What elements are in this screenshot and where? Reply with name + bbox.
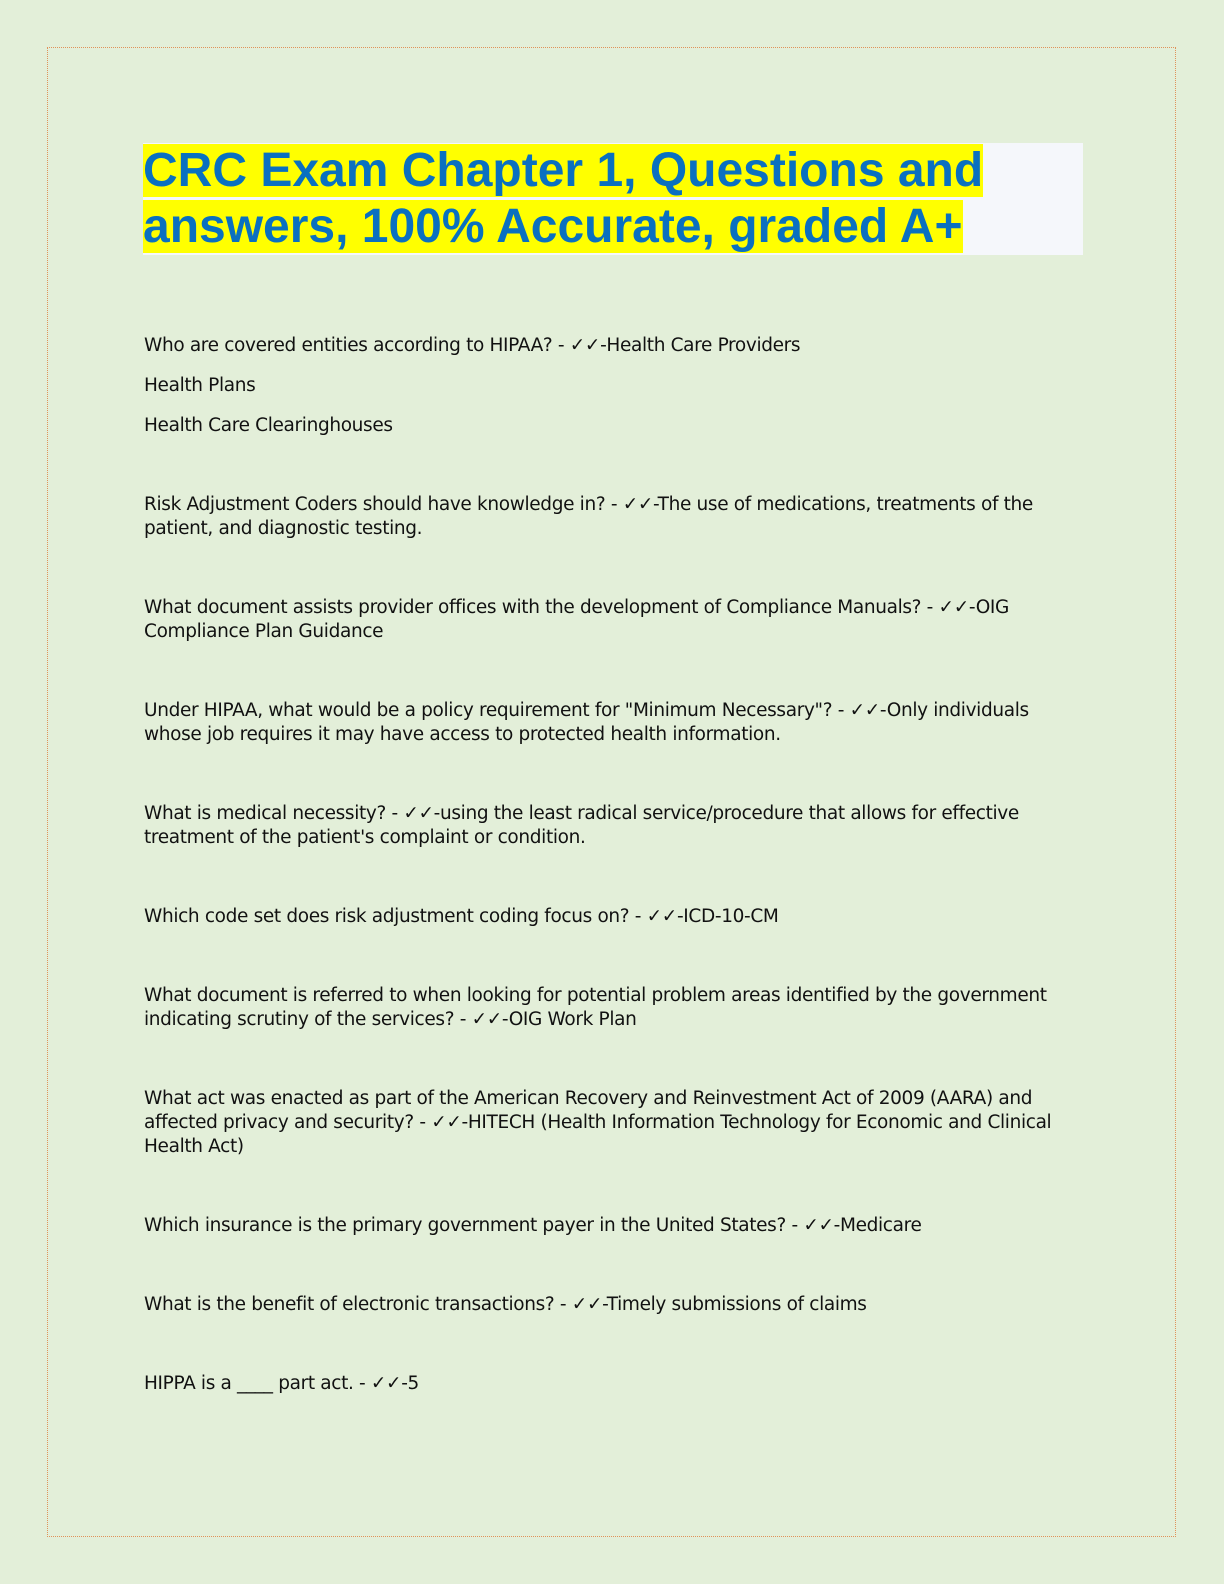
answer-prefix: - [653, 494, 658, 515]
check-mark-icon: ✓✓ [849, 700, 880, 721]
check-mark-icon: ✓✓ [622, 494, 653, 515]
check-mark-icon: ✓✓ [370, 1373, 402, 1394]
question-text: Who are covered entities according to HIPAA? [144, 335, 553, 356]
question-text: Which code set does risk adjustment coding focus on? [144, 906, 630, 927]
qa-main-line [144, 493, 1064, 541]
qa-main-line [144, 1293, 1064, 1317]
qa-main-line [144, 905, 1064, 929]
qa-main-line [144, 699, 1064, 747]
answer-text: Timely submissions of claims [606, 1294, 867, 1315]
check-mark-icon: ✓✓ [646, 906, 677, 927]
question-text: Which insurance is the primary government payer in the United States? [144, 1215, 786, 1236]
answer-text: Health Care Providers [606, 335, 801, 356]
answer-prefix: - [676, 906, 684, 927]
answer-text: HITECH (Health Information Technology for Economic and Clinical Health Act) [144, 1112, 1052, 1157]
separator: - [454, 1009, 472, 1030]
answer-prefix: - [968, 597, 976, 618]
check-mark-icon: ✓✓ [569, 335, 601, 356]
separator: - [785, 1215, 804, 1236]
answer-prefix: - [501, 1009, 509, 1030]
qa-item [144, 596, 1064, 644]
qa-main-line [144, 1372, 1064, 1396]
qa-item [144, 984, 1064, 1032]
qa-item [144, 1293, 1064, 1317]
separator: - [552, 335, 570, 356]
answer-text: using the least radical service/procedure that allows for effective treatment of the patient's complaint or condition. [144, 803, 1019, 848]
answer-extra-line: Health Plans [144, 375, 256, 396]
answer-text: ICD-10-CM [683, 906, 779, 927]
question-text: Risk Adjustment Coders should have knowledge in? [144, 494, 606, 515]
qa-main-line [144, 984, 1064, 1032]
question-text: Under HIPAA, what would be a policy requirement for "Minimum Necessary"? [144, 700, 833, 721]
answer-prefix: - [600, 335, 607, 356]
check-mark-icon: ✓✓ [403, 803, 434, 824]
qa-item [144, 1214, 1064, 1238]
answer-prefix: - [602, 1294, 607, 1315]
qa-item [144, 905, 1064, 929]
question-text: HIPPA is a ____ part act. [144, 1373, 354, 1394]
question-text: What is the benefit of electronic transactions? [144, 1294, 555, 1315]
title-block [143, 143, 1083, 255]
answer-text: OIG Compliance Plan Guidance [144, 597, 1010, 642]
qa-item [144, 802, 1064, 850]
answer-prefix: - [833, 1215, 840, 1236]
separator: - [605, 494, 623, 515]
qa-item [144, 1372, 1064, 1396]
qa-item [144, 493, 1064, 541]
separator: - [413, 1112, 432, 1133]
question-text: What document is referred to when looking for potential problem areas identified by the government indicating scrutiny of the services? [144, 985, 1047, 1030]
qa-main-line [144, 802, 1064, 850]
answer-text: Only individuals whose job requires it may have access to protected health information. [144, 700, 1029, 745]
question-text: What document assists provider offices with the development of Compliance Manuals? [144, 597, 922, 618]
check-mark-icon: ✓✓ [803, 1215, 834, 1236]
check-mark-icon: ✓✓ [938, 597, 969, 618]
check-mark-icon: ✓✓ [571, 1294, 603, 1315]
answer-text: 5 [407, 1373, 419, 1394]
title-highlight: CRC Exam Chapter 1, Questions and answers, 100% Accurate, graded A+ [143, 144, 984, 253]
qa-item [144, 1087, 1064, 1159]
qa-main-line [144, 1087, 1064, 1159]
separator: - [385, 803, 404, 824]
separator: - [832, 700, 850, 721]
answer-text: Medicare [839, 1215, 922, 1236]
qa-list [144, 334, 1064, 1396]
answer-prefix: - [879, 700, 887, 721]
separator: - [921, 597, 939, 618]
answer-prefix: - [433, 803, 440, 824]
answer-text: OIG Work Plan [508, 1009, 637, 1030]
qa-main-line [144, 596, 1064, 644]
question-text: What act was enacted as part of the American Recovery and Reinvestment Act of 2009 (AARA) and affected privacy and security? [144, 1088, 1033, 1133]
check-mark-icon: ✓✓ [471, 1009, 502, 1030]
document-title [143, 143, 1083, 255]
qa-main-line [144, 1214, 1064, 1238]
separator: - [554, 1294, 572, 1315]
answer-text: The use of medications, treatments of the patient, and diagnostic testing. [144, 494, 1033, 539]
answer-prefix: - [461, 1112, 468, 1133]
answer-extra-line: Health Care Clearinghouses [144, 415, 393, 436]
answer-prefix: - [401, 1373, 408, 1394]
separator: - [629, 906, 647, 927]
separator: - [353, 1373, 371, 1394]
qa-main-line [144, 334, 1064, 358]
qa-item [144, 699, 1064, 747]
qa-item [144, 334, 1064, 438]
check-mark-icon: ✓✓ [431, 1112, 462, 1133]
question-text: What is medical necessity? [144, 803, 386, 824]
